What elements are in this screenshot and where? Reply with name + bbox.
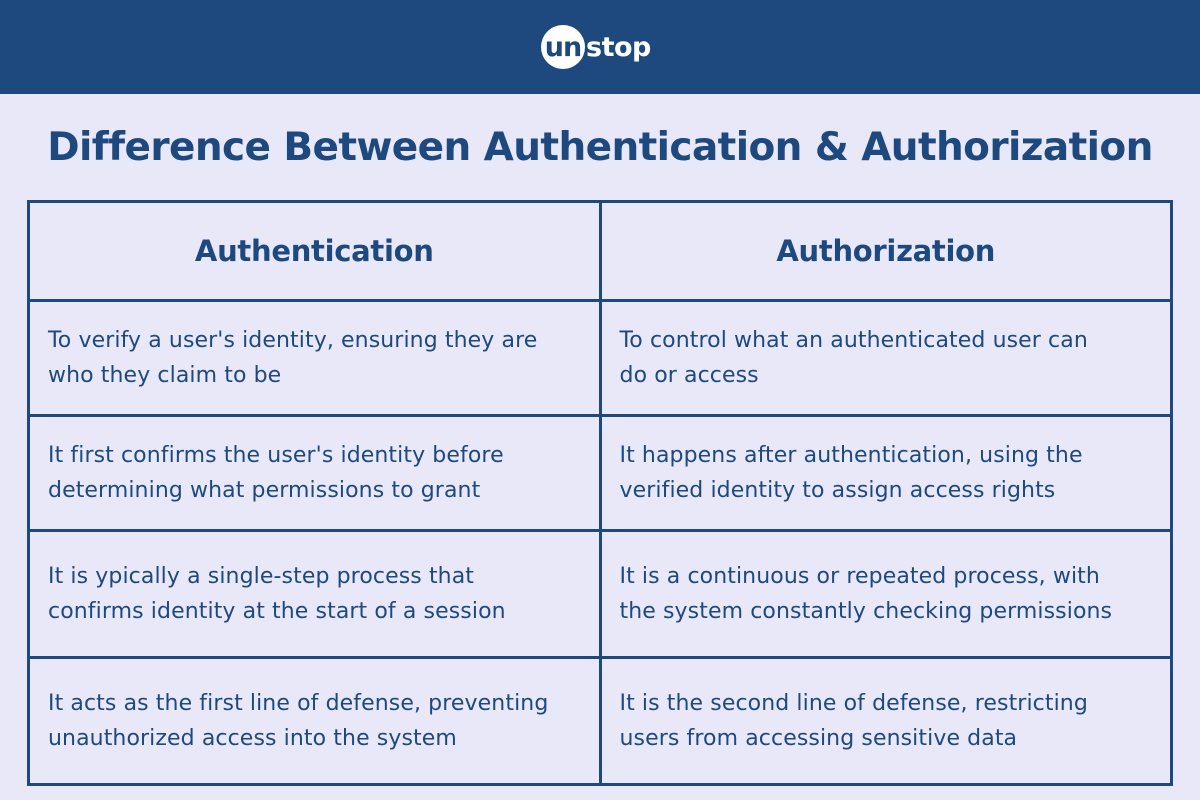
cell-line: determining what permissions to grant: [48, 477, 481, 503]
cell-line: It happens after authentication, using the: [619, 442, 1083, 468]
authentication-cell: [29, 530, 601, 657]
cell-line: who they claim to be: [48, 362, 282, 388]
logo-circle-text: un: [544, 31, 582, 63]
cell-line: It acts as the first line of defense, preventing: [48, 690, 549, 716]
column-header-authentication: Authentication: [29, 202, 601, 301]
cell-line: To verify a user's identity, ensuring they are: [48, 327, 538, 353]
table-row: [29, 657, 1172, 784]
cell-line: It is ypically a single-step process that: [48, 563, 475, 589]
authentication-cell: [29, 415, 601, 530]
cell-line: To control what an authenticated user can: [619, 327, 1088, 353]
cell-line: confirms identity at the start of a session: [48, 598, 506, 624]
table-header-row: [29, 202, 1172, 301]
authorization-cell: [600, 530, 1172, 657]
cell-line: verified identity to assign access rights: [619, 477, 1056, 503]
cell-line: users from accessing sensitive data: [619, 725, 1018, 751]
cell-line: unauthorized access into the system: [48, 725, 457, 751]
cell-line: It is the second line of defense, restricting: [619, 690, 1088, 716]
page-title: Difference Between Authentication & Authorization: [47, 125, 1153, 170]
authorization-cell: [600, 657, 1172, 784]
column-header-authorization: Authorization: [600, 202, 1172, 301]
authorization-cell: [600, 301, 1172, 416]
header-bar: [0, 0, 1200, 94]
logo-text: stop: [586, 31, 651, 63]
cell-line: the system constantly checking permissions: [619, 598, 1113, 624]
authentication-cell: [29, 657, 601, 784]
comparison-table: [27, 200, 1173, 786]
table-row: [29, 530, 1172, 657]
cell-line: It is a continuous or repeated process, with: [619, 563, 1100, 589]
authorization-cell: [600, 415, 1172, 530]
table-row: [29, 415, 1172, 530]
table-row: [29, 301, 1172, 416]
cell-line: It first confirms the user's identity before: [48, 442, 504, 468]
authentication-cell: [29, 301, 601, 416]
unstop-logo[interactable]: [541, 24, 651, 70]
cell-line: do or access: [619, 362, 759, 388]
logo-circle: [541, 25, 585, 69]
